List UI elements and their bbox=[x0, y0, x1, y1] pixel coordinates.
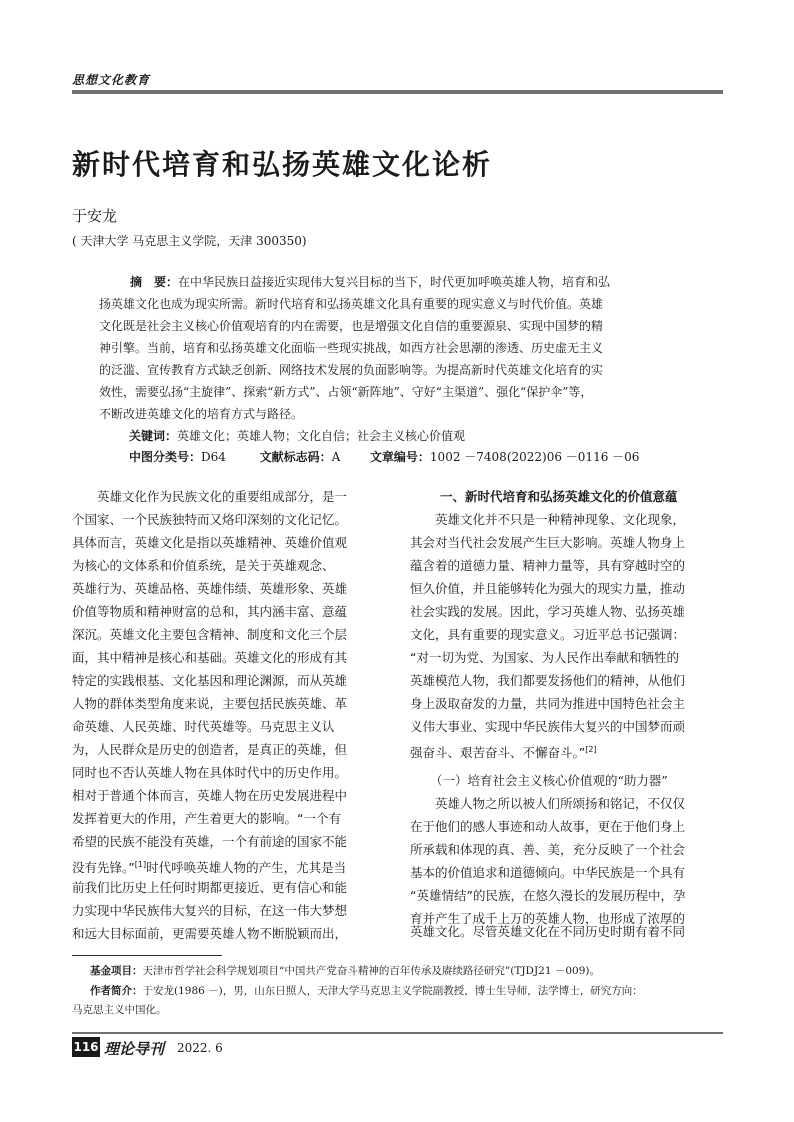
subsection-heading: （一）培育社会主义核心价值观的“助力器” bbox=[430, 773, 668, 788]
body-line: 深沉。英雄文化主要包含精神、制度和文化三个层 bbox=[72, 627, 348, 642]
body-line: 文化，具有重要的现实意义。习近平总书记强调： bbox=[410, 627, 686, 642]
body-line: 蕴含着的道德力量、精神力量等，具有穿越时空的 bbox=[410, 558, 686, 573]
keywords bbox=[129, 427, 465, 444]
body-line: 为核心的文体系和价值系统，是关于英雄观念、 bbox=[72, 558, 335, 573]
page-number: 116 bbox=[72, 1037, 100, 1057]
clc-value: D64 bbox=[201, 450, 226, 464]
body-line: “英雄情结”的民族，在悠久漫长的发展历程中，孕 bbox=[410, 888, 686, 903]
body-line: 英雄文化并不只是一种精神现象、文化现象， bbox=[410, 512, 686, 527]
footnote-rule bbox=[72, 955, 222, 956]
footnote-fund bbox=[90, 963, 600, 979]
body-line: “对一切为党、为国家、为人民作出奉献和牺牲的 bbox=[410, 650, 679, 665]
author-name: 于安龙 bbox=[72, 207, 118, 225]
keywords-text: 英雄文化；英雄人物；文化自信；社会主义核心价值观 bbox=[177, 429, 466, 443]
abstract-text: 在中华民族日益接近实现伟大复兴目标的当下，时代更加呼唤英雄人物，培育和弘 bbox=[178, 275, 611, 289]
body-line: 价值等物质和精神财富的总和，其内涵丰富、意蕴 bbox=[72, 604, 348, 619]
citation-ref: [2] bbox=[585, 745, 597, 754]
doc-code-label: 文献标志码： bbox=[259, 450, 332, 464]
body-line: 其会对当代社会发展产生巨大影响。英雄人物身上 bbox=[410, 535, 686, 550]
body-line: 所承载和体现的真、善、美，充分反映了一个社会 bbox=[410, 842, 686, 857]
body-line: 同时也不否认英雄人物在具体时代中的历史作用。 bbox=[72, 765, 348, 780]
body-line: 在于他们的感人事迹和动人故事，更在于他们身上 bbox=[410, 819, 686, 834]
body-line: 英雄行为、英雄品格、英雄伟绩、英雄形象、英雄 bbox=[72, 581, 348, 596]
body-line: 义伟大事业、实现中华民族伟大复兴的中国梦而顽 bbox=[410, 719, 686, 734]
body-line: 恒久价值，并且能够转化为强大的现实力量，推动 bbox=[410, 581, 686, 596]
footnote-author-cont: 马克思主义中国化。 bbox=[72, 1004, 167, 1016]
abstract-line: 不断改进英雄文化的培育方式与路径。 bbox=[99, 407, 304, 421]
body-line: 育并产生了成千上万的英雄人物，也形成了浓厚的 bbox=[410, 911, 686, 926]
body-line: 具体而言，英雄文化是指以英雄精神、英雄价值观 bbox=[72, 535, 348, 550]
abstract-line bbox=[130, 272, 610, 292]
body-line bbox=[410, 740, 597, 763]
body-line: 希望的民族不能没有英雄，一个有前途的国家不能 bbox=[72, 834, 348, 849]
body-line: 英雄文化。尽管英雄文化在不同历史时期有着不同 bbox=[410, 924, 686, 939]
citation-ref: [1] bbox=[134, 860, 147, 869]
footer-rule bbox=[72, 1032, 723, 1034]
author-affiliation: ( 天津大学 马克思主义学院，天津 300350) bbox=[72, 234, 307, 248]
section-label: 思想文化教育 bbox=[72, 73, 151, 87]
abstract-line: 扬英雄文化也成为现实所需。新时代培育和弘扬英雄文化具有重要的现实意义与时代价值。英雄 bbox=[99, 297, 604, 311]
body-line: 前我们比历史上任何时期都更接近、更有信心和能 bbox=[72, 880, 348, 895]
keywords-label: 关键词： bbox=[129, 429, 178, 443]
body-line: 为，人民群众是历史的创造者，是真正的英雄，但 bbox=[72, 742, 348, 757]
abstract-line: 的泛滥、宣传教育方式缺乏创新、网络技术发展的负面影响等。为提高新时代英雄文化培育的实 bbox=[99, 363, 604, 377]
author-bio-label: 作者简介： bbox=[90, 985, 143, 997]
abstract-line: 效性，需要弘扬“主旋律”、探索“新方式”、占领“新阵地”、守好“主渠道”、强化“保护伞”等， bbox=[99, 385, 593, 399]
classification-line bbox=[129, 448, 639, 465]
doc-code-value: A bbox=[331, 450, 341, 464]
body-text: 时代呼唤英雄人物的产生，尤其是当 bbox=[146, 860, 347, 876]
body-line: 英雄人物之所以被人们所颂扬和铭记，不仅仅 bbox=[410, 796, 686, 811]
author-bio-text: 于安龙(1986 －)，男，山东日照人，天津大学马克思主义学院副教授，博士生导师，法学博士，研究方向： bbox=[142, 985, 643, 997]
body-line: 社会实践的发展。因此，学习英雄人物、弘扬英雄 bbox=[410, 604, 686, 619]
body-line: 特定的实践根基、文化基因和理论渊源，而从英雄 bbox=[72, 673, 348, 688]
fund-label: 基金项目： bbox=[90, 965, 143, 977]
body-line: 英雄文化作为民族文化的重要组成部分，是一 bbox=[72, 489, 348, 504]
abstract-label: 摘 要： bbox=[130, 275, 179, 289]
body-line: 个国家、一个民族独特而又烙印深刻的文化记忆。 bbox=[72, 512, 348, 527]
body-line bbox=[72, 855, 346, 878]
body-text: 强奋斗、艰苦奋斗、不懈奋斗。” bbox=[410, 745, 586, 761]
body-line: 和远大目标面前，更需要英雄人物不断脱颖而出， bbox=[72, 926, 348, 941]
article-number-value: 1002 －7408(2022)06 －0116 －06 bbox=[429, 450, 640, 464]
footnote-author bbox=[90, 983, 643, 999]
body-line: 人物的群体类型角度来说，主要包括民族英雄、革 bbox=[72, 696, 348, 711]
body-line: 面，其中精神是核心和基础。英雄文化的形成有其 bbox=[72, 650, 348, 665]
article-title: 新时代培育和弘扬英雄文化论析 bbox=[72, 148, 493, 181]
journal-name: 理论导刊 bbox=[104, 1040, 165, 1058]
clc-label: 中图分类号： bbox=[129, 450, 202, 464]
body-line: 英雄模范人物，我们都要发扬他们的精神，从他们 bbox=[410, 673, 686, 688]
body-line: 相对于普通个体而言，英雄人物在历史发展进程中 bbox=[72, 788, 348, 803]
issue-number: 2022. 6 bbox=[177, 1041, 223, 1055]
abstract-line: 文化既是社会主义核心价值观培育的内在需要，也是增强文化自信的重要源泉、实现中国梦的精 bbox=[99, 319, 604, 333]
fund-text: 天津市哲学社会科学规划项目“中国共产党奋斗精神的百年传承及赓续路径研究”(TJDJ21 －009)。 bbox=[142, 965, 601, 977]
header-rule bbox=[72, 90, 723, 94]
body-line: 命英雄、人民英雄、时代英雄等。马克思主义认 bbox=[72, 719, 335, 734]
body-line: 力实现中华民族伟大复兴的目标，在这一伟大梦想 bbox=[72, 903, 348, 918]
body-text: 没有先锋。” bbox=[72, 860, 135, 876]
body-line: 基本的价值追求和道德倾向。中华民族是一个具有 bbox=[410, 865, 686, 880]
body-line: 身上汲取奋发的力量，共同为推进中国特色社会主 bbox=[410, 696, 686, 711]
abstract-line: 神引擎。当前，培育和弘扬英雄文化面临一些现实挑战，如西方社会思潮的渗透、历史虚无主义 bbox=[99, 341, 604, 355]
body-line: 发挥着更大的作用，产生着更大的影响。“一个有 bbox=[72, 811, 341, 826]
section-heading: 一、新时代培育和弘扬英雄文化的价值意蕴 bbox=[440, 489, 678, 504]
article-number-label: 文章编号： bbox=[369, 450, 430, 464]
